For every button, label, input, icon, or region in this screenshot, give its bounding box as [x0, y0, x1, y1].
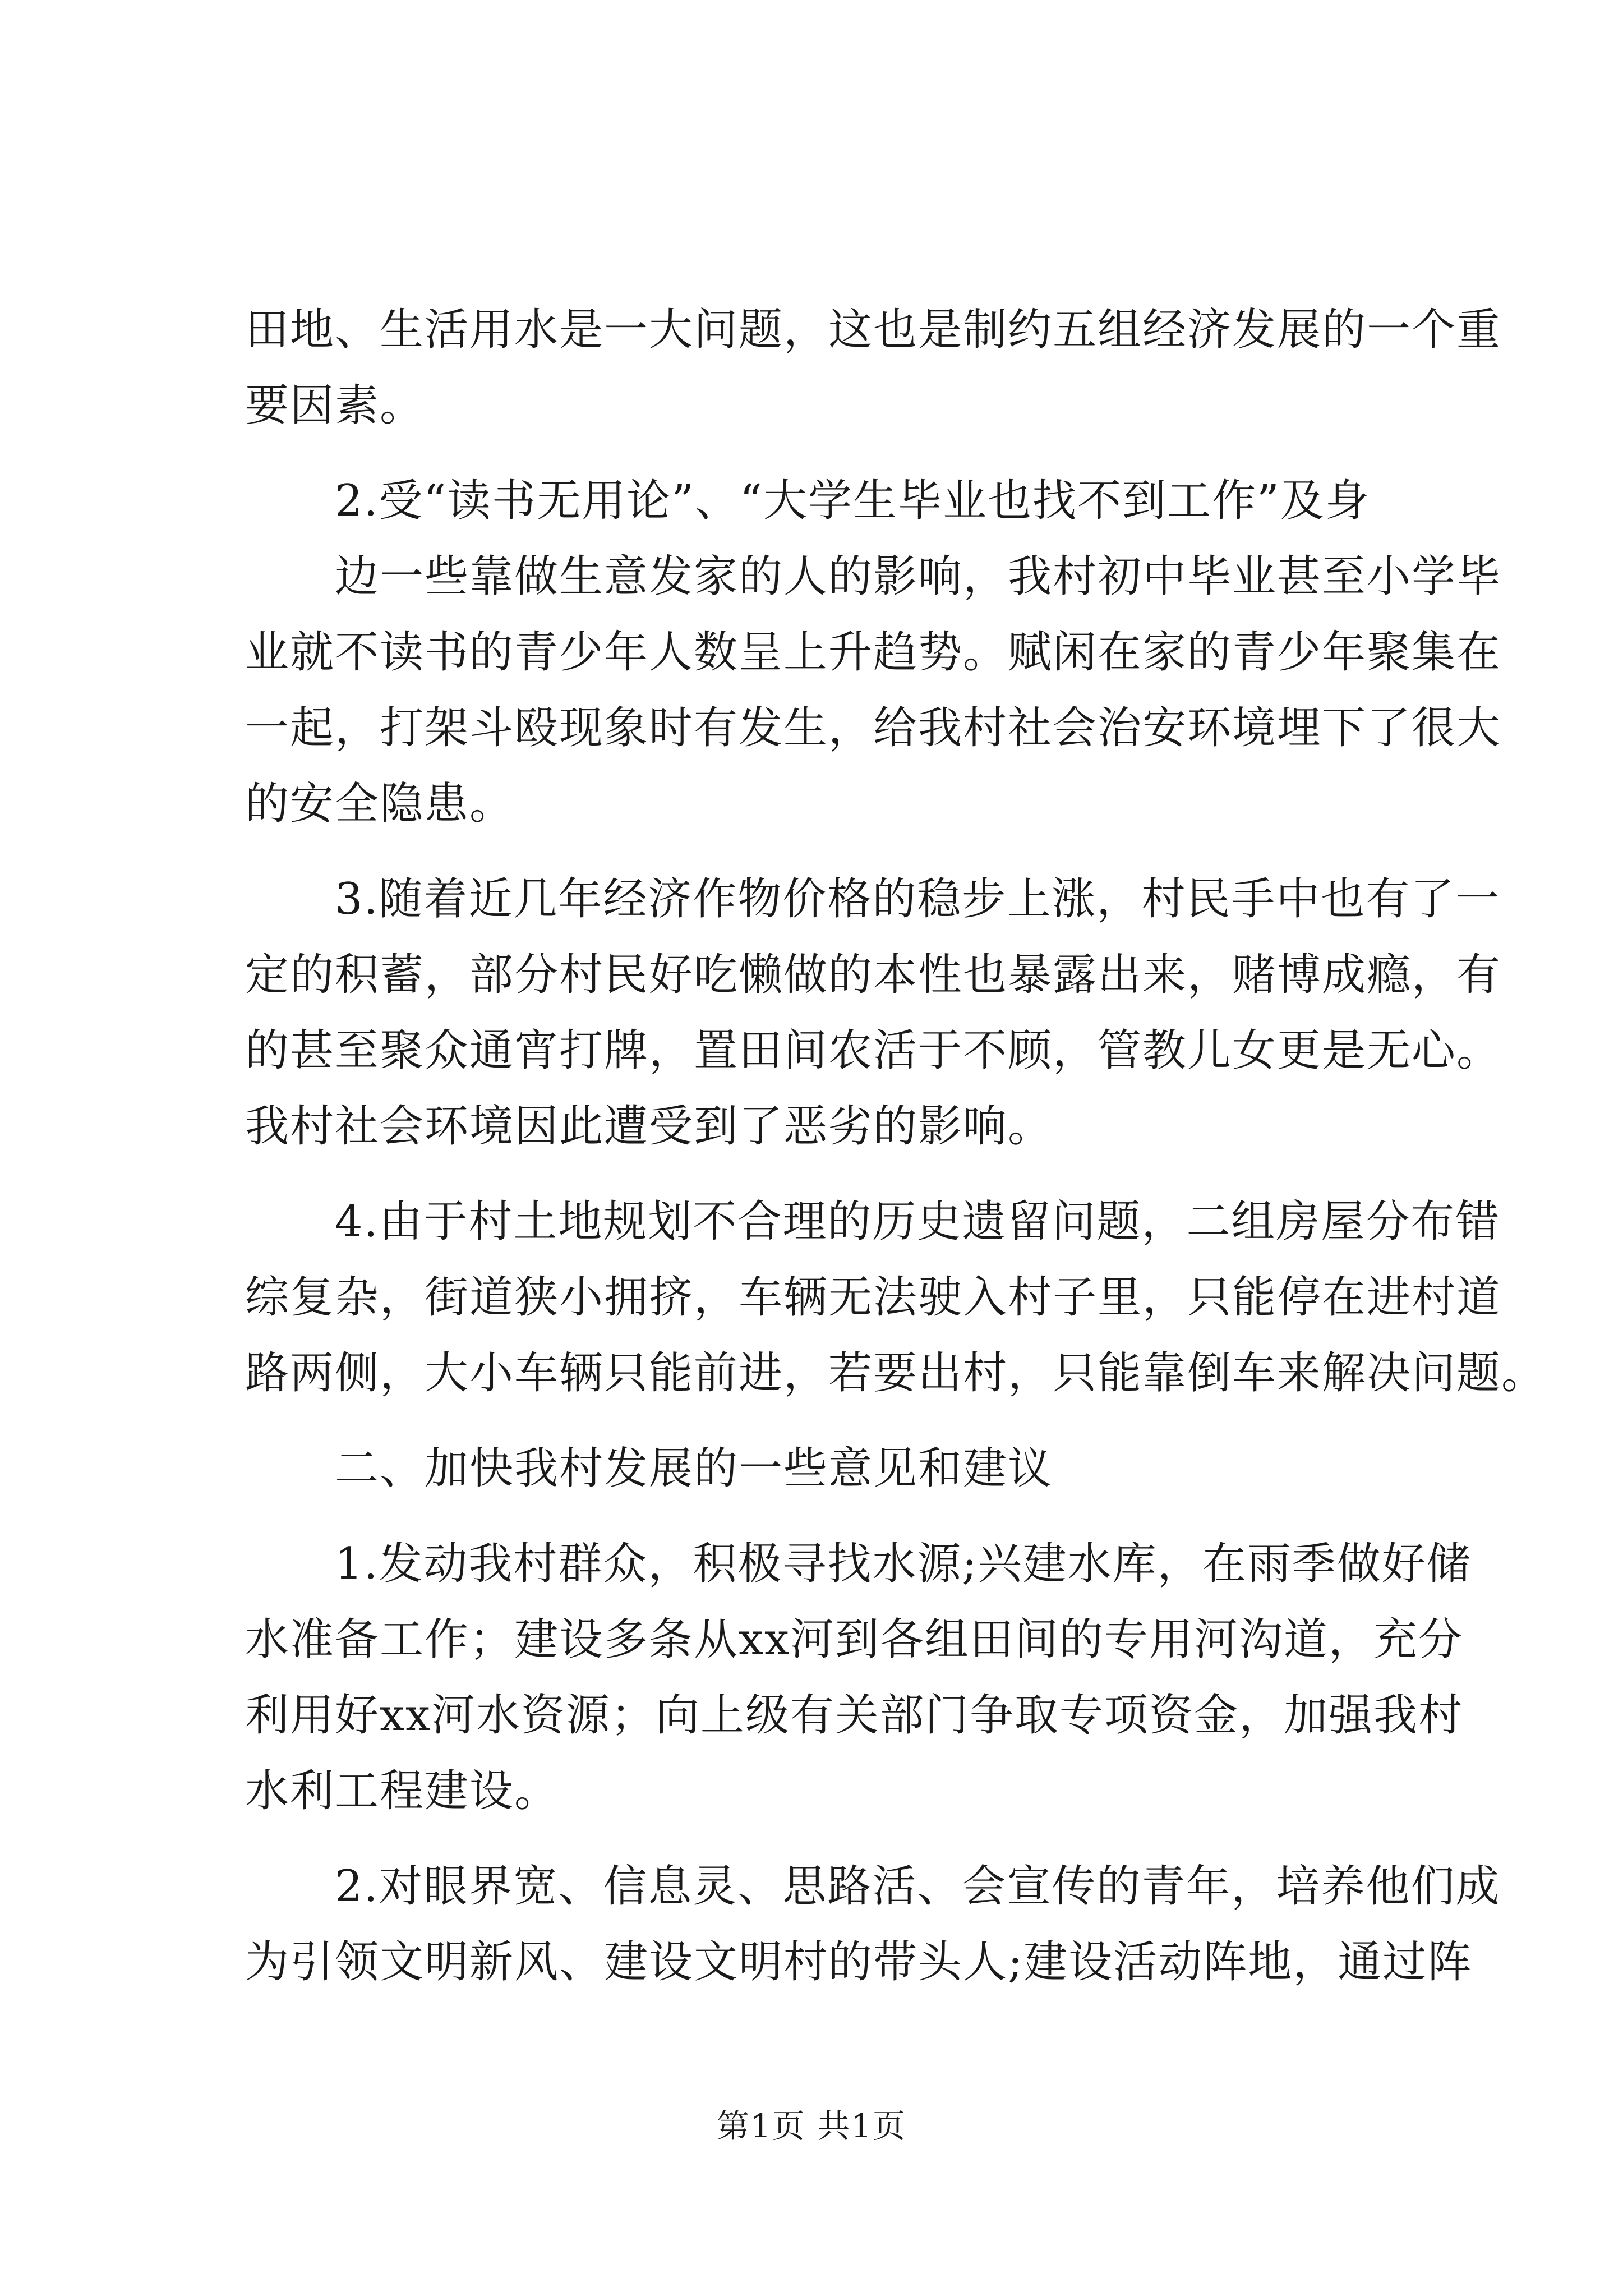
paragraph-first-line: 4.由于村土地规划不合理的历史遗留问题，二组房屋分布错	[335, 1197, 1501, 1247]
text-line: 利用好xx河水资源；向上级有关部门争取专项资金，加强我村	[245, 1690, 1463, 1741]
text-line: 业就不读书的青少年人数呈上升趋势。赋闲在家的青少年聚集在	[245, 627, 1502, 678]
text-line: 要因素。	[245, 380, 425, 431]
text-line: 田地、生活用水是一大问题，这也是制约五组经济发展的一个重	[245, 305, 1502, 355]
text-line: 定的积蓄，部分村民好吃懒做的本性也暴露出来，赌博成瘾，有	[245, 950, 1502, 1000]
body-text	[245, 292, 1547, 2000]
text-line: 综复杂，街道狭小拥挤，车辆无法驶入村子里，只能停在进村道	[245, 1272, 1502, 1323]
text-line: 的安全隐患。	[245, 779, 515, 829]
text-line: 的甚至聚众通宵打牌，置田间农活于不顾，管教儿女更是无心。	[245, 1025, 1502, 1076]
text-line: 我村社会环境因此遭受到了恶劣的影响。	[245, 1101, 1053, 1152]
paragraph-first-line: 2.对眼界宽、信息灵、思路活、会宣传的青年，培养他们成	[335, 1861, 1501, 1912]
text-line: 边一些靠做生意发家的人的影响，我村初中毕业甚至小学毕	[335, 551, 1502, 602]
page-footer: 第1页 共1页	[716, 2107, 907, 2145]
text-line: 路两侧，大小车辆只能前进，若要出村，只能靠倒车来解决问题。	[245, 1348, 1547, 1398]
text-line: 为引领文明新风、建设文明村的带头人;建设活动阵地，通过阵	[245, 1937, 1473, 1987]
section-heading: 二、加快我村发展的一些意见和建议	[335, 1443, 1053, 1494]
paragraph-first-line: 2.受“读书无用论”、“大学生毕业也找不到工作”及身	[335, 476, 1370, 526]
paragraph-first-line: 3.随着近几年经济作物价格的稳步上涨，村民手中也有了一	[335, 874, 1501, 924]
text-line: 一起，打架斗殴现象时有发生，给我村社会治安环境埋下了很大	[245, 703, 1502, 753]
text-line: 水准备工作；建设多条从xx河到各组田间的专用河沟道，充分	[245, 1614, 1463, 1665]
text-line: 水利工程建设。	[245, 1766, 560, 1816]
paragraph-first-line: 1.发动我村群众，积极寻找水源;兴建水库，在雨季做好储	[335, 1539, 1472, 1589]
